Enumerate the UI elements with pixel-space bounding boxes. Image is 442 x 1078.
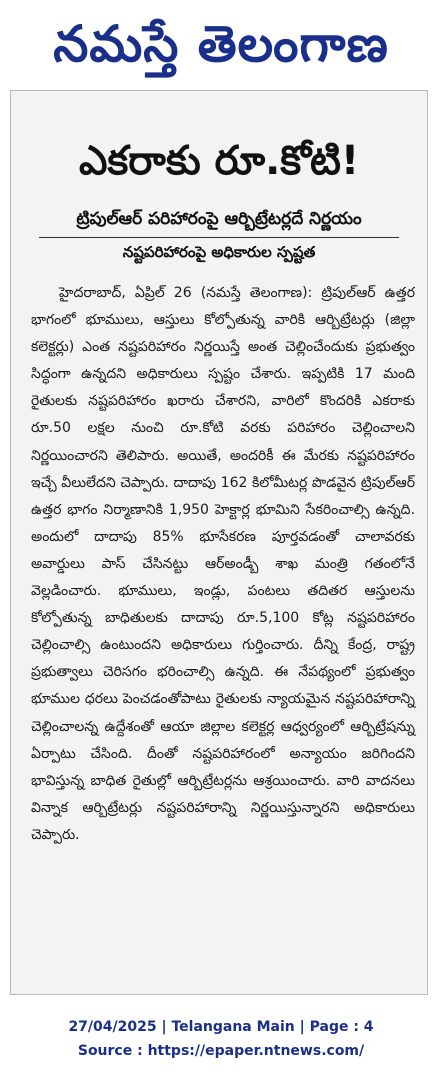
article-tagline: నష్టపరిహారంపై అధికారుల స్పష్టత bbox=[122, 243, 316, 261]
subheadline-divider bbox=[39, 237, 399, 238]
article-body: హైదరాబాద్, ఏప్రిల్ 26 (నమస్తే తెలంగాణ): ట్రిపుల్ఆర్ ఉత్తర భాగంలో భూములు, ఆస్తులు కోల్పోతున్న వారికి ఆర్బిట్రేటర్లు (జిల్లా కలెక్టర్లు) ఎంత నష్టపరిహారం నిర్ణయిస్తే అంత చెల్లించేందుకు ప్రభుత్వం సిద్ధంగా ఉన్నదని అధికారులు స్పష్టం చేశారు. ఇప్పటికి 17 మంది రైతులకు నష్టపరిహారం ఖరారు చేశారని, వారిలో కొందరికి ఎకరాకు రూ.50 లక్షల నుంచి రూ.కోటి వరకు పరిహారం చెల్లించాలని నిర్ణయించారని తెలిపారు. అయితే, అందరికీ ఈ మేరకు నష్టపరిహారం ఇచ్చే వీలులేదని చెప్పారు. దాదాపు 162 కిలోమీటర్ల పొడవైన ట్రిపుల్ఆర్ ఉత్తర భాగం నిర్మాణానికి 1,950 హెక్టార్ల భూమిని సేకరించాల్సి ఉన్నది. అందులో దాదాపు 85% భూసేకరణ పూర్తవడంతో చాలావరకు అవార్డులు పాస్ చేసినట్టు ఆర్అండ్బీ శాఖ మంత్రి గతంలోనే వెల్లడించారు. భూములు, ఇండ్లు, పంటలు తదితర ఆస్తులను కోల్పోతున్న బాధితులకు దాదాపు రూ.5,100 కోట్ల నష్టపరిహారం చెల్లించాల్సి ఉంటుందని అధికారులు గుర్తించారు. దీన్ని కేంద్ర, రాష్ట్ర ప్రభుత్వాలు చెరిసగం భరించాల్సి ఉన్నది. ఈ నేపథ్యంలో ప్రభుత్వం భూముల ధరలు పెంచడంతోపాటు రైతులకు న్యాయమైన నష్టపరిహారాన్ని చెల్లించాలన్న ఉద్దేశంతో ఆయా జిల్లాల కలెక్టర్ల ఆధ్వర్యంలో ఆర్బిట్రేషన్ను ఏర్పాటు చేసింది. దీంతో నష్టపరిహారంలో అన్యాయం జరిగిందని భావిస్తున్న బాధిత రైతుల్లో ఆర్బిట్రేటర్లను ఆశ్రయించారు. వారి వాదనలు విన్నాక ఆర్బిట్రేటర్లు నష్టపరిహారాన్ని నిర్ణయిస్తున్నారని అధికారులు చెప్పారు. bbox=[31, 285, 415, 843]
edition-info: 27/04/2025 | Telangana Main | Page : 4 bbox=[68, 1019, 374, 1035]
newspaper-masthead bbox=[0, 0, 442, 88]
article-headline: ఎకరాకు రూ.కోటి! bbox=[78, 138, 360, 184]
article-clipping bbox=[10, 90, 428, 995]
article-subheadline: ట్రిపుల్ఆర్ పరిహారంపై ఆర్బిట్రేటర్లదే నిర్ణయం bbox=[76, 209, 362, 229]
masthead-title: నమస్తే తెలంగాణ bbox=[53, 14, 389, 73]
source-link[interactable]: Source : https://epaper.ntnews.com/ bbox=[77, 1043, 365, 1059]
page-footer bbox=[0, 1015, 442, 1063]
